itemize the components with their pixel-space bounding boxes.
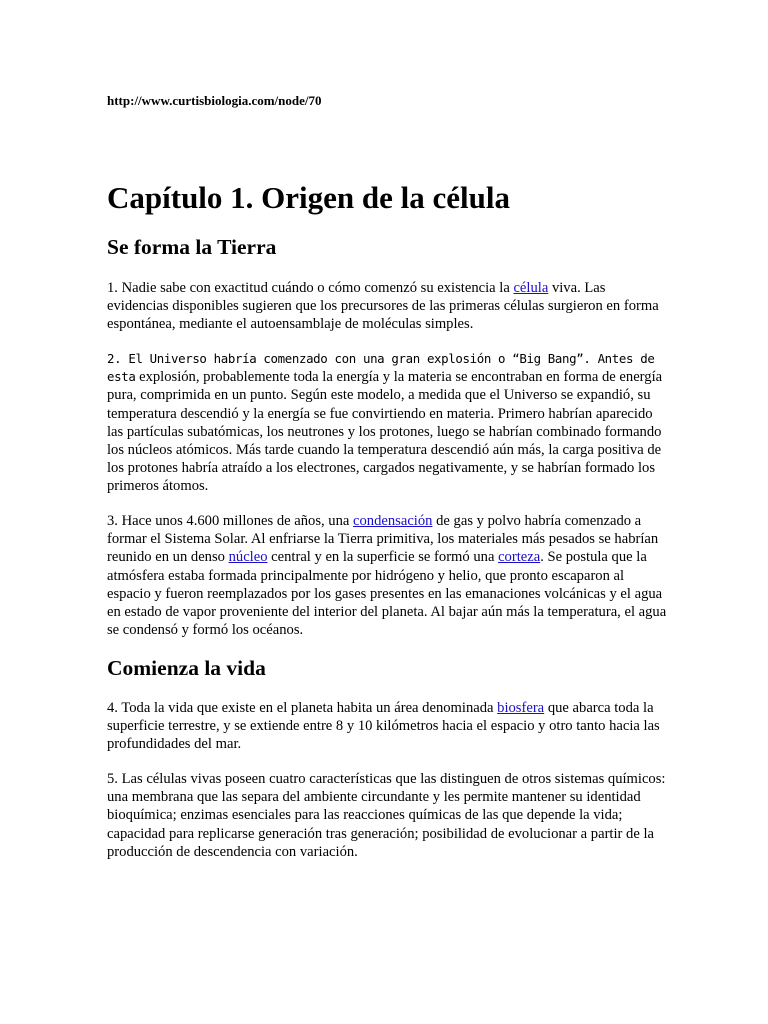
paragraph-5-text-a: 5. Las células vivas poseen cuatro características que las distinguen de otros sistemas químicos: una membrana que las separa del ambiente circundante y les permite mantener su identidad bioquímica; enzimas esenciales para las reacciones químicas de las que depende la vida; capacidad para replicarse generación tras generación; posibilidad de evolucionar a partir de la producción de descendencia con variación. [107, 771, 666, 860]
link-nucleo[interactable]: núcleo [228, 549, 268, 566]
paragraph-2 [107, 350, 667, 496]
paragraph-4 [107, 699, 667, 754]
paragraph-3 [107, 512, 667, 639]
paragraph-5 [107, 770, 667, 861]
link-celula[interactable]: célula [513, 280, 549, 296]
paragraph-3-text-a: 3. Hace unos 4.600 millones de años, una [107, 513, 354, 529]
paragraph-3-text-b: de gas y polvo habría comenzado a formar el Sistema Solar. Al enfriarse la Tierra primitiva, los materiales más pesados se habrían reunido en un denso [107, 513, 659, 566]
paragraph-4-text-b: que abarca toda la superficie terrestre, y se extiende entre 8 y 10 kilómetros hacia el espacio y otro tanto hacia las profundidades del mar. [107, 700, 660, 753]
paragraph-2-text-a: 2. El Universo habría comenzado con una gran explosión o “Big Bang”. Antes de esta [107, 351, 655, 385]
paragraph-3-text-c: central y en la superficie se formó una [267, 549, 499, 566]
link-biosfera[interactable]: biosfera [497, 700, 545, 716]
section-heading-se-forma-la-tierra: Se forma la Tierra [107, 235, 277, 259]
link-corteza[interactable]: corteza [498, 549, 541, 566]
paragraph-1-text-b: viva. Las evidencias disponibles sugieren que los precursores de las primeras células surgieron en forma espontánea, mediante el autoensamblaje de moléculas simples. [107, 280, 659, 333]
link-condensacion[interactable]: condensación [353, 513, 433, 529]
paragraph-3-text-d: . Se postula que la atmósfera estaba formada principalmente por hidrógeno y helio, que pronto escaparon al espacio y fueron reemplazados por los gases presentes en las emanaciones volcánicas y el agua en estado de vapor proveniente del interior del planeta. Al bajar aún más la temperatura, el agua se condensó y formó los océanos. [107, 549, 667, 639]
paragraph-2-text-b: explosión, probablemente toda la energía y la materia se encontraban en forma de energía pura, comprimida en un punto. Según este modelo, a medida que el Universo se expandió, su temperatura descendió y la energía se fue convirtiendo en materia. Primero habrían aparecido las partículas subatómicas, los neutrones y los protones, luego se habrían combinado formando los núcleos atómicos. Más tarde cuando la temperatura descendió aún más, la carga positiva de los protones habría atraído a los electrones, cargados negativamente, y se habrían formado los primeros átomos. [107, 369, 663, 495]
paragraph-1-text-a: 1. Nadie sabe con exactitud cuándo o cómo comenzó su existencia la [107, 280, 514, 296]
source-url: http://www.curtisbiologia.com/node/70 [107, 93, 322, 108]
section-heading-comienza-la-vida: Comienza la vida [107, 656, 266, 680]
paragraph-4-text-a: 4. Toda la vida que existe en el planeta habita un área denominada [107, 700, 498, 716]
paragraph-1 [107, 279, 667, 334]
chapter-title: Capítulo 1. Origen de la célula [107, 180, 510, 215]
